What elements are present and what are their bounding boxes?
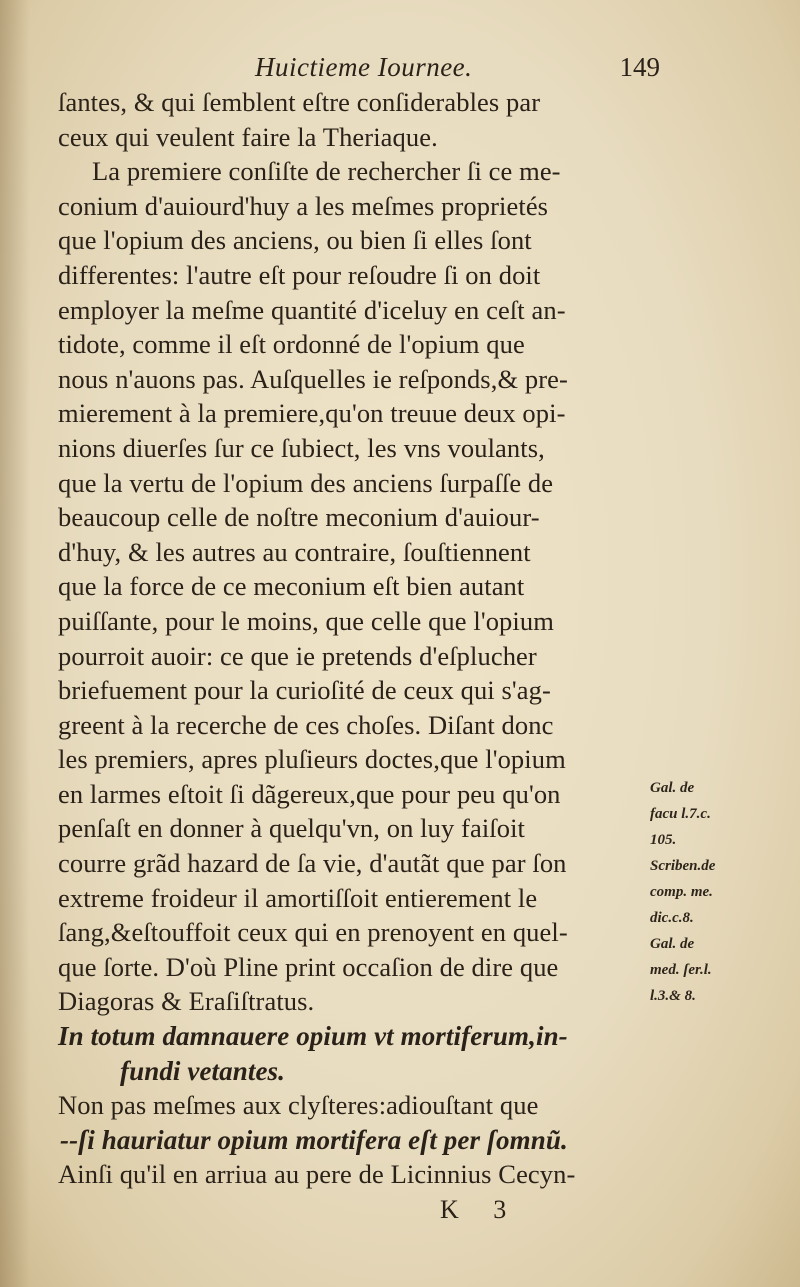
margin-note: Scriben.de — [650, 858, 716, 874]
margin-note: comp. me. — [650, 884, 713, 900]
text-line: les premiers, apres pluſieurs doctes,que l'opium — [58, 744, 566, 775]
text-line: extreme froideur il amortiſſoit entierement le — [58, 882, 538, 913]
text-line: conium d'auiourd'huy a les meſmes proprietés — [58, 190, 549, 221]
text-line: briefuement pour la curioſité de ceux qui s'ag- — [58, 675, 551, 706]
text-line: ceux qui veulent faire la Theriaque. — [58, 121, 438, 152]
text-line: courre grãd hazard de ſa vie, d'autãt que par ſon — [58, 848, 567, 879]
text-line: greent à la recerche de ces choſes. Diſant donc — [58, 709, 554, 740]
latin-quote-line: In totum damnauere opium vt mortiferum,in- — [58, 1021, 568, 1052]
margin-note: facu l.7.c. — [650, 806, 711, 822]
page-number: 149 — [619, 52, 660, 82]
text-line: en larmes eſtoit ſi dãgereux,que pour peu qu'on — [58, 778, 561, 809]
margin-note: l.3.& 8. — [650, 988, 696, 1004]
margin-note: 105. — [650, 832, 677, 848]
margin-note: Gal. de — [650, 936, 695, 952]
signature-mark: K 3 — [440, 1195, 521, 1224]
text-line: differentes: l'autre eſt pour reſoudre ſi on doit — [58, 259, 541, 290]
text-line: beaucoup celle de noſtre meconium d'auiour- — [58, 502, 540, 533]
text-line: mierement à la premiere,qu'on treuue deux opi- — [58, 398, 566, 429]
text-line: que ſorte. D'où Pline print occaſion de dire que — [58, 951, 559, 982]
text-line: nous n'auons pas. Auſquelles ie reſponds,& pre- — [58, 363, 568, 394]
gutter-shadow — [0, 0, 30, 1287]
text-line: penſaſt en donner à quelqu'vn, on luy faiſoit — [58, 813, 526, 844]
page-header — [230, 48, 680, 88]
margin-note: Gal. de — [650, 780, 695, 796]
latin-quote-line: --ſi hauriatur opium mortifera eſt per ſomnũ. — [60, 1124, 568, 1155]
text-line: que l'opium des anciens, ou bien ſi elles ſont — [58, 225, 532, 256]
text-line: La premiere conſiſte de rechercher ſi ce me- — [92, 156, 561, 187]
latin-quote-line: fundi vetantes. — [120, 1055, 286, 1086]
text-line: pourroit auoir: ce que ie pretends d'eſplucher — [58, 640, 537, 671]
text-line: d'huy, & les autres au contraire, ſouſtiennent — [58, 536, 531, 567]
text-line: que la force de ce meconium eſt bien autant — [58, 571, 525, 602]
text-line: employer la meſme quantité d'iceluy en ceſt an- — [58, 294, 566, 325]
running-head: Huictieme Iournee. — [255, 52, 473, 82]
text-line: Diagoras & Eraſiſtratus. — [58, 986, 315, 1017]
text-line: tidote, comme il eſt ordonné de l'opium que — [58, 329, 525, 360]
margin-note: dic.c.8. — [650, 910, 694, 926]
margin-note: med. ſer.l. — [650, 962, 712, 978]
margin-notes — [650, 775, 780, 1009]
text-line: ſang,&eſtouffoit ceux qui en prenoyent en quel- — [58, 917, 568, 948]
text-line: puiſſante, pour le moins, que celle que l'opium — [58, 605, 554, 636]
body-text — [58, 85, 648, 1192]
text-line: ſantes, & qui ſemblent eſtre conſiderables par — [58, 87, 541, 117]
text-line: Ainſi qu'il en arriua au pere de Licinnius Cecyn- — [58, 1159, 576, 1190]
text-line: Non pas meſmes aux clyſteres:adiouſtant que — [58, 1090, 539, 1121]
text-line: nions diuerſes ſur ce ſubiect, les vns voulants, — [58, 432, 545, 463]
text-line: que la vertu de l'opium des anciens ſurpaſſe de — [58, 467, 554, 498]
